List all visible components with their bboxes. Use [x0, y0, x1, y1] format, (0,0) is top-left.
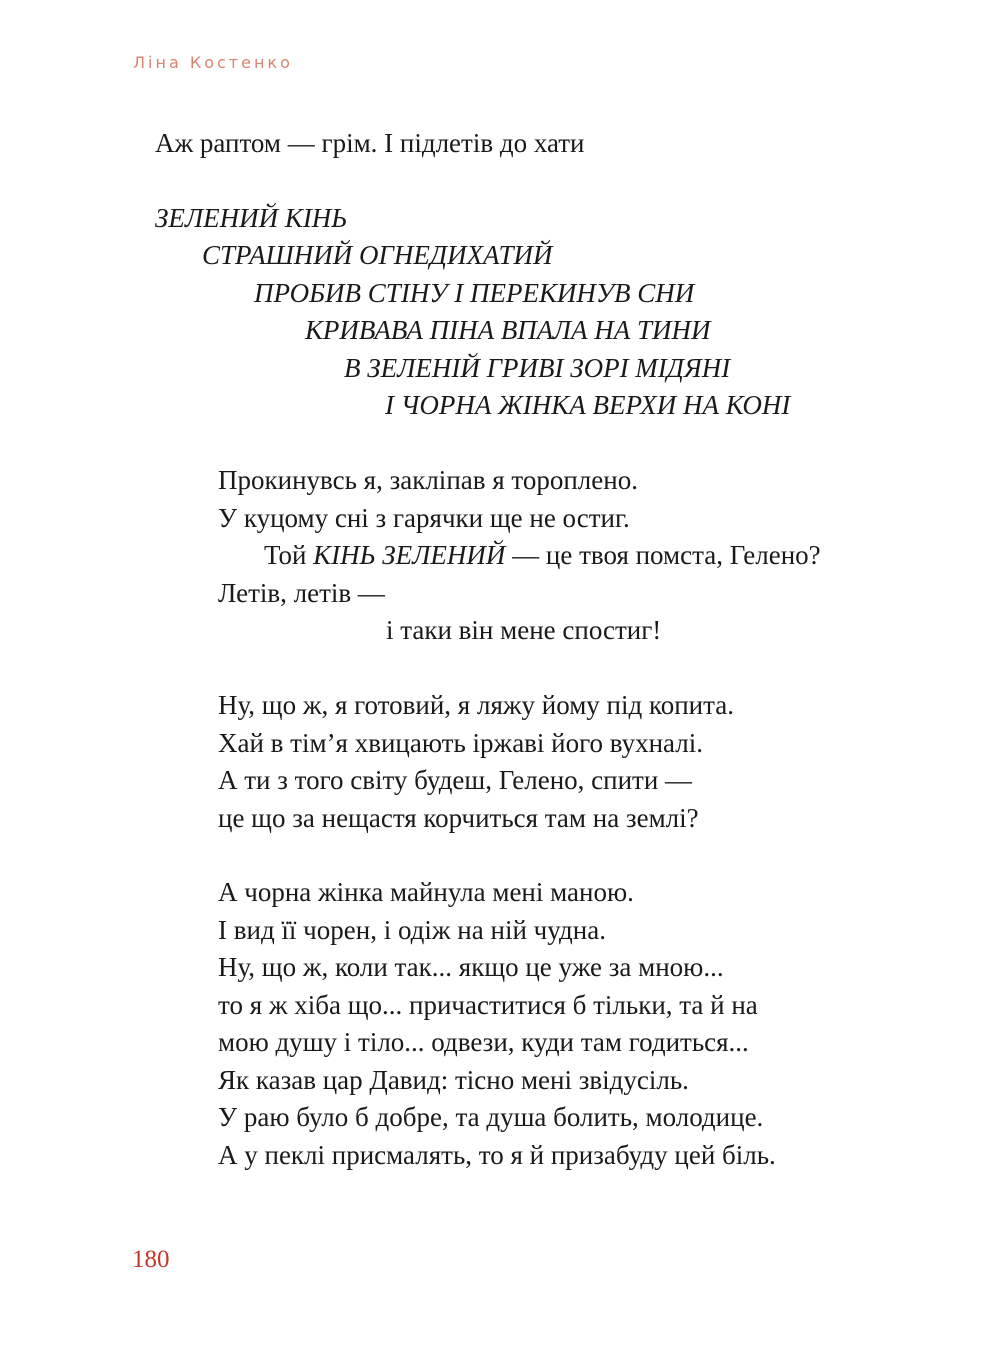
stanza-line-italic: КІНЬ ЗЕЛЕНИЙ	[313, 540, 506, 570]
stanza-line: Ну, що ж, я готовий, я ляжу йому під копита.	[218, 690, 734, 720]
vision-line: СТРАШНИЙ ОГНЕДИХАТИЙ	[202, 240, 553, 270]
stanza-line: У куцому сні з гарячки ще не остиг.	[218, 503, 630, 533]
stanza-line: А ти з того світу будеш, Гелено, спити —	[218, 765, 693, 795]
stanza-line: Як казав цар Давид: тісно мені звідусіль.	[218, 1065, 689, 1095]
page-number: 180	[132, 1246, 170, 1273]
intro-line: Аж раптом — грім. І підлетів до хати	[155, 128, 585, 158]
stanza-line-text: — це твоя помста, Гелено?	[505, 540, 821, 570]
stanza-line: Летів, летів —	[218, 578, 385, 608]
stanza-line: мою душу і тіло... одвези, куди там годиться...	[218, 1027, 749, 1057]
vision-line: В ЗЕЛЕНІЙ ГРИВІ ЗОРІ МІДЯНІ	[344, 353, 731, 383]
stanza-line-text: Той	[264, 540, 314, 570]
stanza-line: Хай в тім’я хвицають іржаві його вухналі.	[218, 728, 703, 758]
vision-line: ПРОБИВ СТІНУ І ПЕРЕКИНУВ СНИ	[254, 278, 695, 308]
stanza-line: Прокинувсь я, закліпав я тороплено.	[218, 465, 638, 495]
stanza-line: то я ж хіба що... причаститися б тільки, та й на	[218, 990, 758, 1020]
stanza-line	[264, 540, 821, 570]
stanza-line: У раю було б добре, та душа болить, молодице.	[218, 1102, 764, 1132]
vision-line: КРИВАВА ПІНА ВПАЛА НА ТИНИ	[305, 315, 711, 345]
stanza-line: А у пеклі присмалять, то я й призабуду цей біль.	[218, 1140, 776, 1170]
stanza-line: і таки він мене спостиг!	[386, 615, 662, 645]
vision-line: ЗЕЛЕНИЙ КІНЬ	[155, 203, 348, 233]
stanza-line: І вид її чорен, і одіж на ній чудна.	[218, 915, 606, 945]
stanza-line: А чорна жінка майнула мені маною.	[218, 877, 634, 907]
stanza-line: Ну, що ж, коли так... якщо це уже за мною...	[218, 952, 724, 982]
running-head-author: Ліна Костенко	[133, 53, 293, 72]
vision-line: І ЧОРНА ЖІНКА ВЕРХИ НА КОНІ	[385, 390, 791, 420]
stanza-line: це що за нещастя корчиться там на землі?	[218, 803, 699, 833]
